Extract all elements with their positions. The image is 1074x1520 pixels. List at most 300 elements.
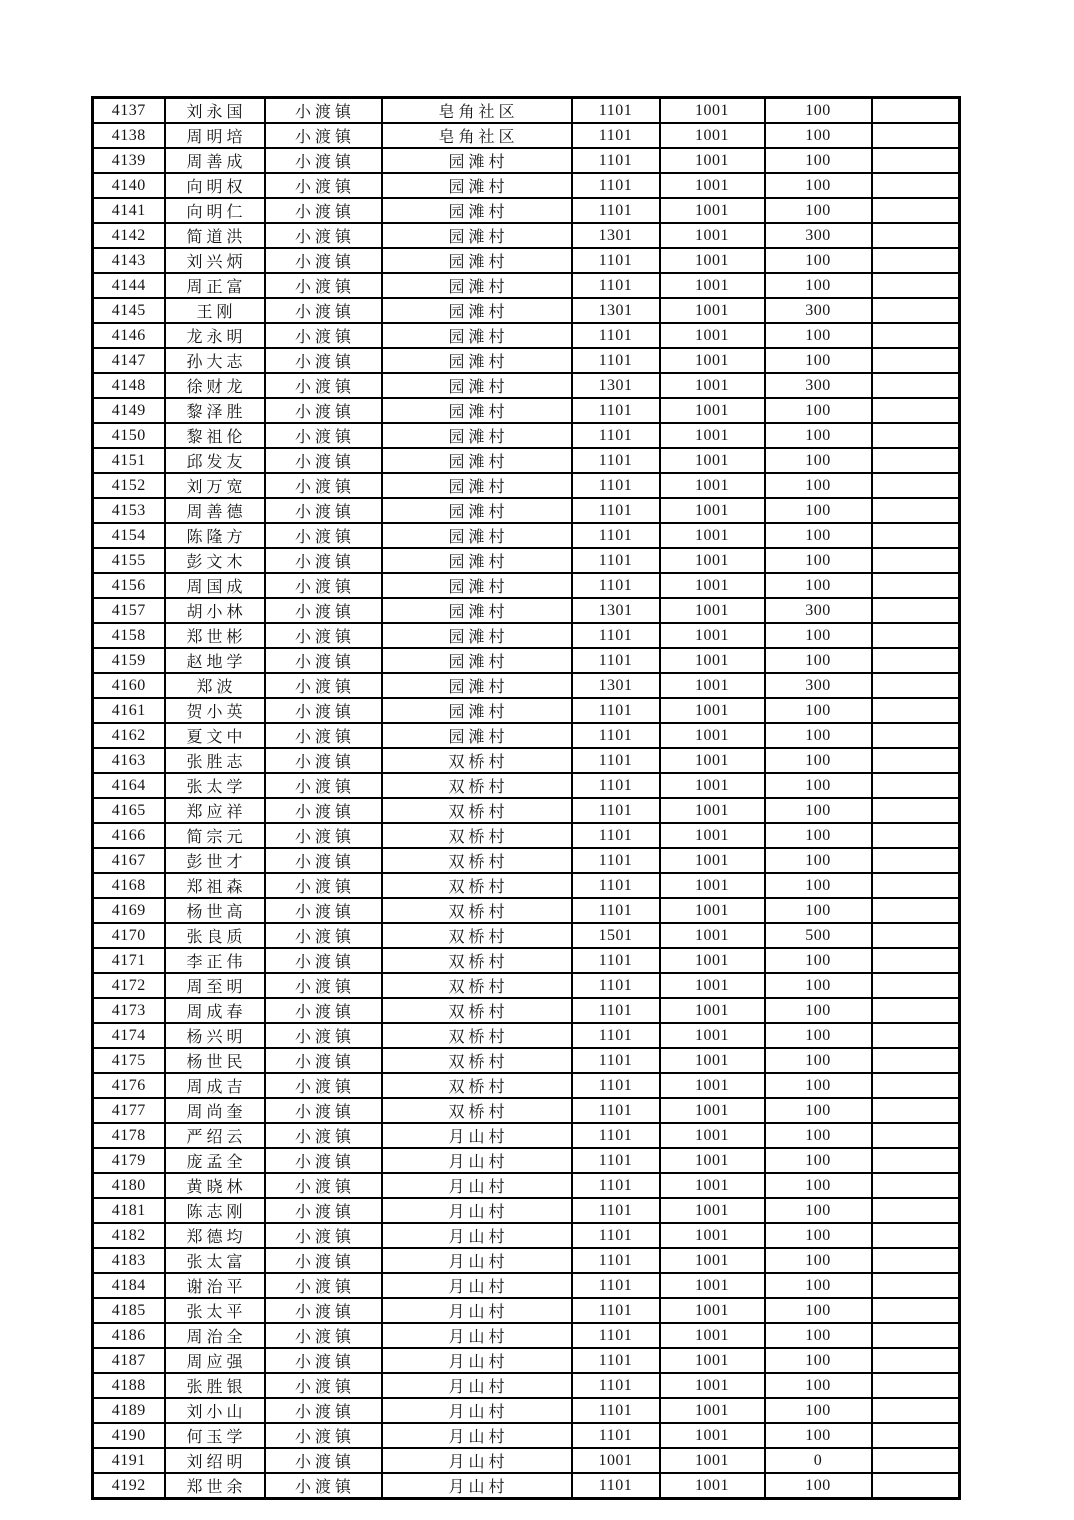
cell-village: 月山村 <box>382 1423 572 1448</box>
cell-code2: 1001 <box>660 448 765 473</box>
cell-blank <box>872 1223 960 1248</box>
cell-code1: 1101 <box>572 973 660 998</box>
cell-code1: 1101 <box>572 723 660 748</box>
cell-id: 4184 <box>93 1273 165 1298</box>
cell-blank <box>872 1298 960 1323</box>
cell-town: 小渡镇 <box>265 898 382 923</box>
cell-code1: 1101 <box>572 1373 660 1398</box>
cell-code1: 1101 <box>572 548 660 573</box>
cell-amount: 100 <box>765 248 872 273</box>
cell-town: 小渡镇 <box>265 873 382 898</box>
table-row <box>93 273 960 298</box>
cell-code1: 1101 <box>572 1073 660 1098</box>
cell-name: 郑应祥 <box>165 798 265 823</box>
cell-blank <box>872 348 960 373</box>
cell-village: 双桥村 <box>382 748 572 773</box>
cell-amount: 100 <box>765 1098 872 1123</box>
cell-village: 园滩村 <box>382 623 572 648</box>
table-row <box>93 223 960 248</box>
cell-village: 园滩村 <box>382 448 572 473</box>
cell-name: 周善成 <box>165 148 265 173</box>
cell-blank <box>872 998 960 1023</box>
cell-town: 小渡镇 <box>265 1473 382 1499</box>
cell-amount: 100 <box>765 1073 872 1098</box>
cell-code1: 1101 <box>572 1123 660 1148</box>
cell-village: 双桥村 <box>382 973 572 998</box>
cell-town: 小渡镇 <box>265 98 382 124</box>
cell-amount: 100 <box>765 998 872 1023</box>
table-row <box>93 1073 960 1098</box>
cell-amount: 100 <box>765 323 872 348</box>
cell-town: 小渡镇 <box>265 673 382 698</box>
cell-code1: 1101 <box>572 773 660 798</box>
cell-amount: 100 <box>765 798 872 823</box>
cell-village: 园滩村 <box>382 198 572 223</box>
cell-name: 刘万宽 <box>165 473 265 498</box>
table-row <box>93 1173 960 1198</box>
cell-code1: 1501 <box>572 923 660 948</box>
table-row <box>93 1248 960 1273</box>
cell-code1: 1101 <box>572 173 660 198</box>
cell-id: 4178 <box>93 1123 165 1148</box>
cell-amount: 100 <box>765 1273 872 1298</box>
cell-blank <box>872 1323 960 1348</box>
cell-town: 小渡镇 <box>265 773 382 798</box>
cell-id: 4175 <box>93 1048 165 1073</box>
cell-amount: 100 <box>765 1198 872 1223</box>
cell-id: 4159 <box>93 648 165 673</box>
cell-id: 4165 <box>93 798 165 823</box>
cell-code1: 1101 <box>572 273 660 298</box>
cell-id: 4154 <box>93 523 165 548</box>
cell-name: 周治全 <box>165 1323 265 1348</box>
cell-blank <box>872 98 960 124</box>
cell-blank <box>872 723 960 748</box>
cell-code1: 1101 <box>572 1148 660 1173</box>
cell-amount: 100 <box>765 173 872 198</box>
cell-code1: 1101 <box>572 1098 660 1123</box>
cell-code2: 1001 <box>660 848 765 873</box>
cell-village: 双桥村 <box>382 923 572 948</box>
cell-code2: 1001 <box>660 98 765 124</box>
cell-id: 4179 <box>93 1148 165 1173</box>
cell-town: 小渡镇 <box>265 998 382 1023</box>
cell-amount: 100 <box>765 523 872 548</box>
cell-town: 小渡镇 <box>265 398 382 423</box>
cell-amount: 100 <box>765 623 872 648</box>
cell-name: 郑世余 <box>165 1473 265 1499</box>
cell-code1: 1101 <box>572 1423 660 1448</box>
cell-code2: 1001 <box>660 973 765 998</box>
cell-blank <box>872 1198 960 1223</box>
cell-name: 向明仁 <box>165 198 265 223</box>
cell-id: 4171 <box>93 948 165 973</box>
table-row <box>93 923 960 948</box>
cell-code2: 1001 <box>660 498 765 523</box>
cell-name: 周成吉 <box>165 1073 265 1098</box>
cell-id: 4168 <box>93 873 165 898</box>
cell-blank <box>872 598 960 623</box>
table-row <box>93 1373 960 1398</box>
cell-name: 王刚 <box>165 298 265 323</box>
cell-village: 双桥村 <box>382 948 572 973</box>
table-row <box>93 298 960 323</box>
cell-code2: 1001 <box>660 423 765 448</box>
cell-village: 园滩村 <box>382 298 572 323</box>
cell-town: 小渡镇 <box>265 123 382 148</box>
cell-code1: 1101 <box>572 523 660 548</box>
cell-town: 小渡镇 <box>265 798 382 823</box>
cell-code1: 1101 <box>572 1248 660 1273</box>
cell-code2: 1001 <box>660 1423 765 1448</box>
cell-blank <box>872 248 960 273</box>
cell-code2: 1001 <box>660 123 765 148</box>
cell-blank <box>872 1073 960 1098</box>
cell-blank <box>872 573 960 598</box>
cell-code2: 1001 <box>660 948 765 973</box>
cell-town: 小渡镇 <box>265 223 382 248</box>
cell-code1: 1101 <box>572 423 660 448</box>
cell-blank <box>872 498 960 523</box>
table-row <box>93 473 960 498</box>
cell-name: 周尚奎 <box>165 1098 265 1123</box>
cell-blank <box>872 1148 960 1173</box>
cell-code2: 1001 <box>660 373 765 398</box>
cell-amount: 300 <box>765 373 872 398</box>
cell-code2: 1001 <box>660 723 765 748</box>
cell-amount: 100 <box>765 1173 872 1198</box>
cell-village: 月山村 <box>382 1298 572 1323</box>
cell-code1: 1101 <box>572 873 660 898</box>
cell-id: 4160 <box>93 673 165 698</box>
cell-town: 小渡镇 <box>265 173 382 198</box>
table-row <box>93 498 960 523</box>
cell-id: 4186 <box>93 1323 165 1348</box>
cell-village: 双桥村 <box>382 998 572 1023</box>
cell-amount: 100 <box>765 198 872 223</box>
cell-name: 严绍云 <box>165 1123 265 1148</box>
cell-id: 4140 <box>93 173 165 198</box>
cell-blank <box>872 473 960 498</box>
cell-code1: 1101 <box>572 1048 660 1073</box>
cell-amount: 300 <box>765 298 872 323</box>
cell-village: 双桥村 <box>382 823 572 848</box>
cell-town: 小渡镇 <box>265 348 382 373</box>
cell-amount: 100 <box>765 98 872 124</box>
cell-code1: 1101 <box>572 398 660 423</box>
cell-id: 4147 <box>93 348 165 373</box>
cell-village: 月山村 <box>382 1398 572 1423</box>
table-row <box>93 998 960 1023</box>
cell-id: 4162 <box>93 723 165 748</box>
cell-blank <box>872 123 960 148</box>
cell-town: 小渡镇 <box>265 1323 382 1348</box>
cell-name: 郑德均 <box>165 1223 265 1248</box>
cell-amount: 100 <box>765 1023 872 1048</box>
cell-id: 4164 <box>93 773 165 798</box>
cell-code1: 1101 <box>572 348 660 373</box>
cell-name: 龙永明 <box>165 323 265 348</box>
cell-name: 周至明 <box>165 973 265 998</box>
cell-id: 4142 <box>93 223 165 248</box>
cell-id: 4187 <box>93 1348 165 1373</box>
cell-code2: 1001 <box>660 1048 765 1073</box>
table-row <box>93 1098 960 1123</box>
records-table-body <box>93 98 960 1499</box>
cell-code2: 1001 <box>660 298 765 323</box>
cell-village: 月山村 <box>382 1173 572 1198</box>
table-row <box>93 323 960 348</box>
cell-blank <box>872 373 960 398</box>
cell-id: 4177 <box>93 1098 165 1123</box>
cell-village: 园滩村 <box>382 173 572 198</box>
cell-blank <box>872 973 960 998</box>
cell-blank <box>872 773 960 798</box>
cell-code1: 1101 <box>572 98 660 124</box>
cell-code2: 1001 <box>660 1148 765 1173</box>
cell-code1: 1101 <box>572 698 660 723</box>
cell-code1: 1101 <box>572 648 660 673</box>
cell-code2: 1001 <box>660 1023 765 1048</box>
cell-town: 小渡镇 <box>265 598 382 623</box>
table-row <box>93 548 960 573</box>
cell-amount: 100 <box>765 348 872 373</box>
cell-village: 月山村 <box>382 1448 572 1473</box>
cell-town: 小渡镇 <box>265 623 382 648</box>
cell-village: 园滩村 <box>382 273 572 298</box>
cell-town: 小渡镇 <box>265 1098 382 1123</box>
cell-blank <box>872 1098 960 1123</box>
cell-id: 4157 <box>93 598 165 623</box>
cell-amount: 100 <box>765 473 872 498</box>
cell-name: 杨世高 <box>165 898 265 923</box>
cell-amount: 0 <box>765 1448 872 1473</box>
table-row <box>93 1348 960 1373</box>
cell-amount: 100 <box>765 948 872 973</box>
cell-town: 小渡镇 <box>265 1448 382 1473</box>
cell-code2: 1001 <box>660 1373 765 1398</box>
cell-village: 园滩村 <box>382 148 572 173</box>
cell-id: 4149 <box>93 398 165 423</box>
cell-village: 月山村 <box>382 1198 572 1223</box>
cell-code2: 1001 <box>660 698 765 723</box>
cell-village: 园滩村 <box>382 723 572 748</box>
cell-town: 小渡镇 <box>265 1398 382 1423</box>
cell-name: 赵地学 <box>165 648 265 673</box>
cell-id: 4144 <box>93 273 165 298</box>
cell-id: 4188 <box>93 1373 165 1398</box>
table-row <box>93 198 960 223</box>
cell-code2: 1001 <box>660 223 765 248</box>
cell-blank <box>872 623 960 648</box>
cell-town: 小渡镇 <box>265 373 382 398</box>
cell-blank <box>872 398 960 423</box>
cell-code2: 1001 <box>660 1348 765 1373</box>
cell-id: 4191 <box>93 1448 165 1473</box>
cell-id: 4174 <box>93 1023 165 1048</box>
table-row <box>93 848 960 873</box>
cell-village: 园滩村 <box>382 348 572 373</box>
cell-id: 4163 <box>93 748 165 773</box>
cell-village: 园滩村 <box>382 698 572 723</box>
cell-id: 4170 <box>93 923 165 948</box>
cell-blank <box>872 1448 960 1473</box>
cell-name: 刘兴炳 <box>165 248 265 273</box>
cell-town: 小渡镇 <box>265 1073 382 1098</box>
cell-village: 园滩村 <box>382 648 572 673</box>
roster-table <box>91 96 961 1500</box>
table-row <box>93 1198 960 1223</box>
table-row <box>93 1448 960 1473</box>
cell-id: 4156 <box>93 573 165 598</box>
cell-code2: 1001 <box>660 1298 765 1323</box>
cell-amount: 500 <box>765 923 872 948</box>
cell-amount: 100 <box>765 548 872 573</box>
cell-village: 园滩村 <box>382 523 572 548</box>
cell-blank <box>872 1248 960 1273</box>
cell-id: 4176 <box>93 1073 165 1098</box>
cell-name: 简道洪 <box>165 223 265 248</box>
cell-code1: 1301 <box>572 673 660 698</box>
cell-town: 小渡镇 <box>265 548 382 573</box>
cell-code1: 1101 <box>572 1473 660 1499</box>
cell-code2: 1001 <box>660 273 765 298</box>
cell-amount: 100 <box>765 1223 872 1248</box>
cell-code1: 1001 <box>572 1448 660 1473</box>
cell-blank <box>872 1023 960 1048</box>
cell-town: 小渡镇 <box>265 1273 382 1298</box>
cell-town: 小渡镇 <box>265 1223 382 1248</box>
table-row <box>93 148 960 173</box>
cell-id: 4150 <box>93 423 165 448</box>
cell-name: 何玉学 <box>165 1423 265 1448</box>
cell-code2: 1001 <box>660 873 765 898</box>
cell-id: 4137 <box>93 98 165 124</box>
cell-code2: 1001 <box>660 173 765 198</box>
cell-id: 4155 <box>93 548 165 573</box>
cell-id: 4146 <box>93 323 165 348</box>
cell-code1: 1101 <box>572 198 660 223</box>
cell-amount: 100 <box>765 723 872 748</box>
cell-amount: 100 <box>765 1373 872 1398</box>
cell-name: 周明培 <box>165 123 265 148</box>
cell-amount: 100 <box>765 973 872 998</box>
table-row <box>93 448 960 473</box>
cell-amount: 100 <box>765 1473 872 1499</box>
cell-name: 陈志刚 <box>165 1198 265 1223</box>
cell-code1: 1301 <box>572 598 660 623</box>
cell-town: 小渡镇 <box>265 1198 382 1223</box>
cell-code2: 1001 <box>660 648 765 673</box>
cell-id: 4145 <box>93 298 165 323</box>
cell-amount: 100 <box>765 123 872 148</box>
cell-name: 黎泽胜 <box>165 398 265 423</box>
cell-blank <box>872 273 960 298</box>
cell-amount: 100 <box>765 1248 872 1273</box>
cell-blank <box>872 173 960 198</box>
cell-town: 小渡镇 <box>265 1048 382 1073</box>
cell-blank <box>872 298 960 323</box>
table-row <box>93 1273 960 1298</box>
cell-code1: 1101 <box>572 1348 660 1373</box>
cell-village: 皂角社区 <box>382 123 572 148</box>
cell-town: 小渡镇 <box>265 748 382 773</box>
cell-town: 小渡镇 <box>265 648 382 673</box>
cell-town: 小渡镇 <box>265 1373 382 1398</box>
cell-blank <box>872 798 960 823</box>
cell-blank <box>872 323 960 348</box>
table-row <box>93 1148 960 1173</box>
cell-amount: 100 <box>765 698 872 723</box>
cell-name: 彭文木 <box>165 548 265 573</box>
cell-village: 园滩村 <box>382 373 572 398</box>
cell-blank <box>872 848 960 873</box>
cell-name: 庞孟全 <box>165 1148 265 1173</box>
cell-amount: 100 <box>765 498 872 523</box>
table-row <box>93 573 960 598</box>
cell-village: 园滩村 <box>382 673 572 698</box>
cell-blank <box>872 523 960 548</box>
cell-code2: 1001 <box>660 823 765 848</box>
cell-town: 小渡镇 <box>265 1023 382 1048</box>
document-page <box>91 96 961 1500</box>
cell-code1: 1101 <box>572 823 660 848</box>
cell-blank <box>872 423 960 448</box>
cell-id: 4185 <box>93 1298 165 1323</box>
cell-id: 4153 <box>93 498 165 523</box>
cell-name: 彭世才 <box>165 848 265 873</box>
cell-blank <box>872 823 960 848</box>
cell-code2: 1001 <box>660 598 765 623</box>
cell-town: 小渡镇 <box>265 848 382 873</box>
cell-blank <box>872 648 960 673</box>
cell-village: 月山村 <box>382 1123 572 1148</box>
table-row <box>93 723 960 748</box>
cell-amount: 100 <box>765 1298 872 1323</box>
cell-name: 徐财龙 <box>165 373 265 398</box>
cell-code2: 1001 <box>660 1248 765 1273</box>
cell-code2: 1001 <box>660 998 765 1023</box>
cell-name: 周善德 <box>165 498 265 523</box>
table-row <box>93 823 960 848</box>
cell-code2: 1001 <box>660 1273 765 1298</box>
cell-id: 4190 <box>93 1423 165 1448</box>
cell-code2: 1001 <box>660 348 765 373</box>
cell-blank <box>872 1173 960 1198</box>
cell-town: 小渡镇 <box>265 448 382 473</box>
cell-blank <box>872 198 960 223</box>
cell-town: 小渡镇 <box>265 698 382 723</box>
cell-amount: 100 <box>765 1148 872 1173</box>
cell-name: 杨兴明 <box>165 1023 265 1048</box>
cell-name: 胡小林 <box>165 598 265 623</box>
cell-amount: 100 <box>765 873 872 898</box>
cell-id: 4138 <box>93 123 165 148</box>
cell-town: 小渡镇 <box>265 1248 382 1273</box>
cell-code2: 1001 <box>660 148 765 173</box>
cell-id: 4181 <box>93 1198 165 1223</box>
cell-code1: 1101 <box>572 1198 660 1223</box>
cell-village: 园滩村 <box>382 223 572 248</box>
table-row <box>93 398 960 423</box>
table-row <box>93 948 960 973</box>
cell-village: 双桥村 <box>382 873 572 898</box>
cell-name: 周应强 <box>165 1348 265 1373</box>
cell-town: 小渡镇 <box>265 948 382 973</box>
cell-id: 4166 <box>93 823 165 848</box>
table-row <box>93 623 960 648</box>
cell-village: 园滩村 <box>382 573 572 598</box>
